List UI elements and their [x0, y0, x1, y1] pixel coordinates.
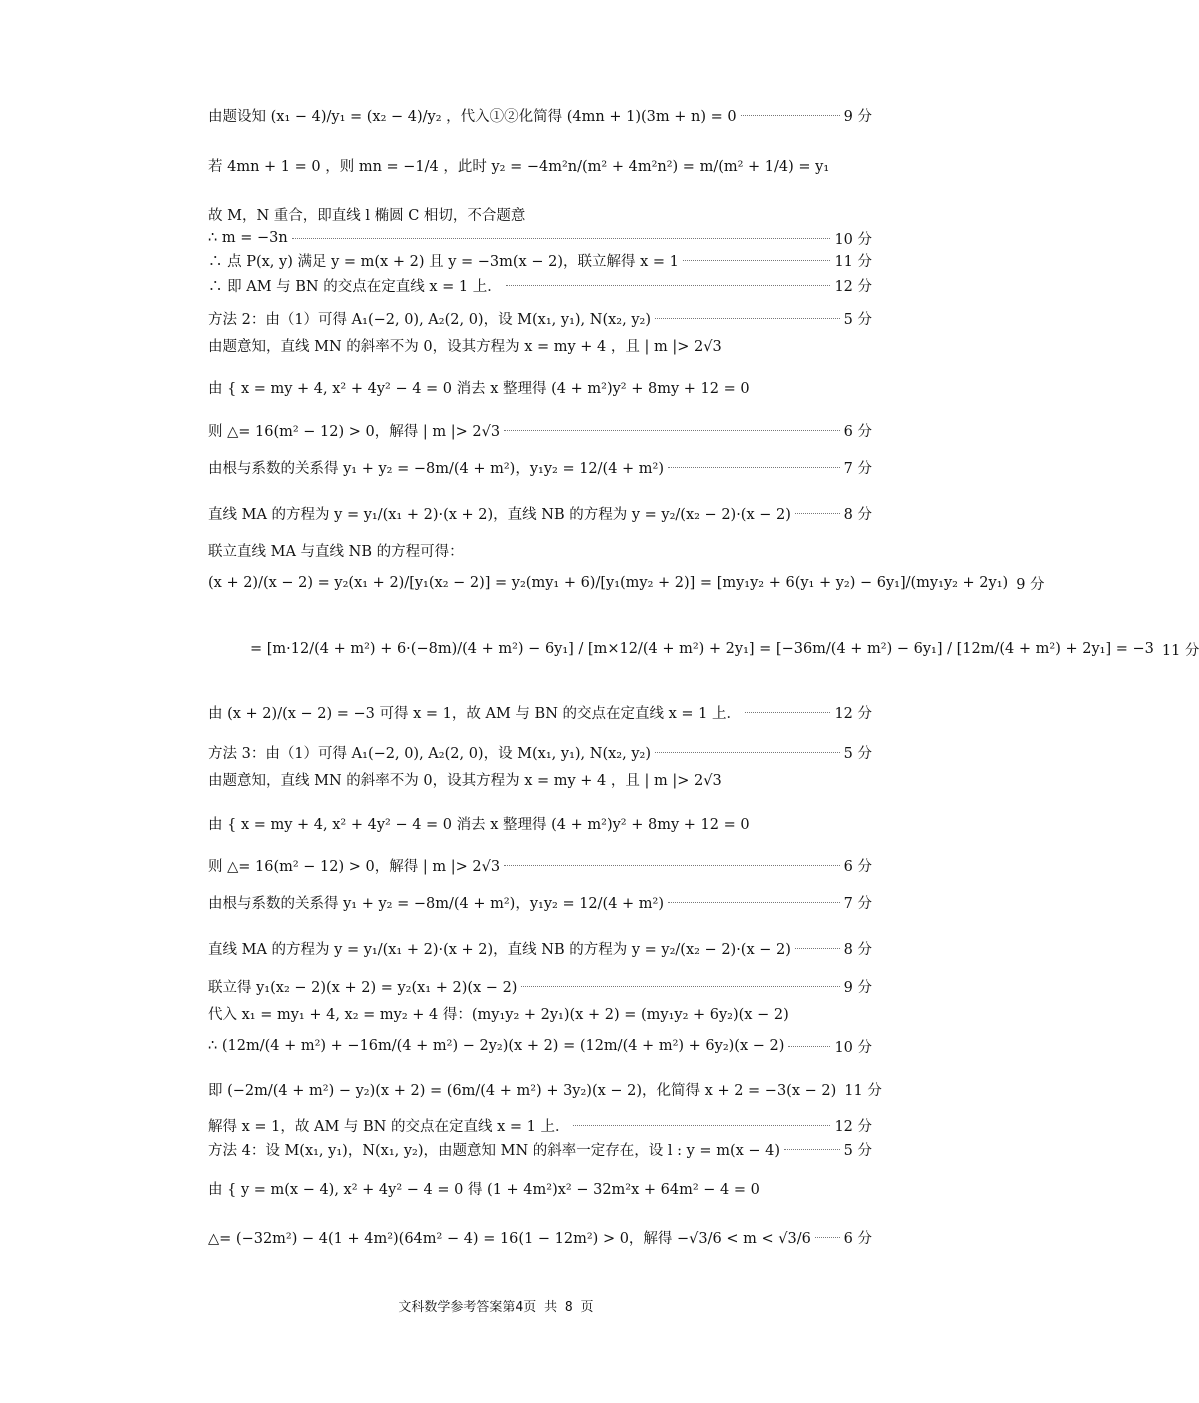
score-label: 9 分 [843, 979, 872, 996]
line-text: ∴ m = −3n [208, 230, 288, 246]
solution-line [208, 1173, 872, 1203]
line-text: 由根与系数的关系得 y₁ + y₂ = −8m/(4 + m²)，y₁y₂ = 12/(4 + m²) [208, 460, 665, 477]
solution-line [208, 415, 872, 445]
line-text: 则 △= 16(m² − 12) > 0，解得 | m |> 2√3 [208, 423, 501, 440]
solution-line [208, 498, 872, 528]
leader-dots [741, 114, 840, 116]
solution-line [208, 330, 872, 360]
leader-dots [573, 1124, 830, 1126]
leader-dots [668, 901, 840, 903]
leader-dots [745, 711, 830, 713]
leader-dots [655, 317, 840, 319]
line-text: 由题意知，直线 MN 的斜率不为 0，设其方程为 x = my + 4 ，且 | m |> 2√3 [208, 338, 722, 355]
solution-line [208, 998, 872, 1028]
solution-line [208, 1074, 882, 1104]
line-text: 方法 4：设 M(x₁, y₁)，N(x₁, y₂)，由题意知 MN 的斜率一定存在，设 l : y = m(x − 4) [208, 1142, 781, 1159]
solution-line [208, 764, 872, 794]
line-text: 由题设知 (x₁ − 4)/y₁ = (x₂ − 4)/y₂ ，代入①②化简得 (4mn + 1)(3m + n) = 0 [208, 108, 737, 125]
score-label: 11 分 [834, 253, 872, 270]
score-label: 8 分 [843, 506, 872, 523]
leader-dots [504, 864, 840, 866]
leader-dots [815, 1236, 840, 1238]
score-label: 12 分 [834, 1118, 872, 1135]
solution-line [208, 568, 1045, 598]
leader-dots [504, 429, 840, 431]
line-text: 若 4mn + 1 = 0 ，则 mn = −1/4 ，此时 y₂ = −4m²n/(m² + 4m²n²) = m/(m² + 1/4) = y₁ [208, 158, 830, 175]
solution-line [208, 808, 872, 838]
score-label: 7 分 [843, 460, 872, 477]
solution-line [208, 150, 872, 180]
solution-line [208, 452, 872, 482]
line-text: 方法 3：由（1）可得 A₁(−2, 0), A₂(2, 0)，设 M(x₁, y₁), N(x₂, y₂) [208, 745, 651, 762]
line-text: △= (−32m²) − 4(1 + 4m²)(64m² − 4) = 16(1 − 12m²) > 0，解得 −√3/6 < m < √3/6 [208, 1230, 811, 1247]
line-text: ∴ (12m/(4 + m²) + −16m/(4 + m²) − 2y₂)(x + 2) = (12m/(4 + m²) + 6y₂)(x − 2) [208, 1038, 785, 1054]
leader-dots [521, 985, 839, 987]
line-text: ∴ 即 AM 与 BN 的交点在定直线 x = 1 上． [208, 278, 502, 295]
line-text: ∴ 点 P(x, y) 满足 y = m(x + 2) 且 y = −3m(x − 2)，联立解得 x = 1 [208, 253, 679, 270]
score-label: 5 分 [843, 745, 872, 762]
score-label: 10 分 [834, 1039, 872, 1056]
line-text: 代入 x₁ = my₁ + 4, x₂ = my₂ + 4 得：(my₁y₂ + 2y₁)(x + 2) = (my₁y₂ + 6y₂)(x − 2) [208, 1006, 789, 1023]
solution-line [208, 270, 872, 300]
score-label: 6 分 [843, 1230, 872, 1247]
solution-line [208, 850, 872, 880]
score-label: 8 分 [843, 941, 872, 958]
line-text: 由 { x = my + 4, x² + 4y² − 4 = 0 消去 x 整理得 (4 + m²)y² + 8my + 12 = 0 [208, 380, 750, 397]
score-label: 9 分 [1016, 576, 1045, 593]
solution-line [208, 933, 872, 963]
page-footer: 文科数学参考答案第4页 共 8 页 [398, 1300, 594, 1315]
line-text: 方法 2：由（1）可得 A₁(−2, 0), A₂(2, 0)，设 M(x₁, y₁), N(x₂, y₂) [208, 311, 651, 328]
leader-dots [788, 1045, 830, 1047]
score-label: 12 分 [834, 705, 872, 722]
leader-dots [292, 237, 831, 239]
solution-line [208, 100, 872, 130]
solution-line [208, 971, 872, 1001]
line-text: 直线 MA 的方程为 y = y₁/(x₁ + 2)·(x + 2)，直线 NB 的方程为 y = y₂/(x₂ − 2)·(x − 2) [208, 941, 791, 958]
line-text: = [m·12/(4 + m²) + 6·(−8m)/(4 + m²) − 6y₁] / [m×12/(4 + m²) + 2y₁] = [−36m/(4 + m²) − 6y₁] / [12m/(4 + m²) + 2y₁] = −3 [250, 641, 1154, 657]
solution-line [208, 887, 872, 917]
line-text: 即 (−2m/(4 + m²) − y₂)(x + 2) = (6m/(4 + m²) + 3y₂)(x − 2)，化简得 x + 2 = −3(x − 2) [208, 1082, 837, 1099]
score-label: 11 分 [1161, 642, 1199, 659]
solution-line [208, 372, 872, 402]
solution-line [208, 535, 872, 565]
score-label: 5 分 [843, 1142, 872, 1159]
leader-dots [668, 466, 840, 468]
leader-dots [784, 1148, 840, 1150]
line-text: 由题意知，直线 MN 的斜率不为 0，设其方程为 x = my + 4 ，且 | m |> 2√3 [208, 772, 722, 789]
score-label: 6 分 [843, 858, 872, 875]
solution-line [208, 1222, 872, 1252]
solution-line [208, 303, 872, 333]
leader-dots [506, 284, 831, 286]
score-label: 12 分 [834, 278, 872, 295]
leader-dots [795, 947, 840, 949]
score-label: 7 分 [843, 895, 872, 912]
leader-dots [683, 259, 831, 261]
leader-dots [795, 512, 840, 514]
line-text: 故 M，N 重合，即直线 l 椭圆 C 相切，不合题意 [208, 207, 526, 224]
solution-line [250, 634, 1199, 664]
line-text: 由根与系数的关系得 y₁ + y₂ = −8m/(4 + m²)，y₁y₂ = 12/(4 + m²) [208, 895, 665, 912]
score-label: 10 分 [834, 231, 872, 248]
line-text: 解得 x = 1，故 AM 与 BN 的交点在定直线 x = 1 上． [208, 1118, 570, 1135]
solution-line [208, 1031, 872, 1061]
line-text: 则 △= 16(m² − 12) > 0，解得 | m |> 2√3 [208, 858, 501, 875]
line-text: 由 { y = m(x − 4), x² + 4y² − 4 = 0 得 (1 + 4m²)x² − 32m²x + 64m² − 4 = 0 [208, 1181, 760, 1198]
solution-line [208, 737, 872, 767]
score-label: 11 分 [844, 1082, 882, 1099]
line-text: 由 (x + 2)/(x − 2) = −3 可得 x = 1，故 AM 与 BN 的交点在定直线 x = 1 上． [208, 705, 741, 722]
line-text: 直线 MA 的方程为 y = y₁/(x₁ + 2)·(x + 2)，直线 NB 的方程为 y = y₂/(x₂ − 2)·(x − 2) [208, 506, 791, 523]
solution-line [208, 1134, 872, 1164]
line-text: 由 { x = my + 4, x² + 4y² − 4 = 0 消去 x 整理得 (4 + m²)y² + 8my + 12 = 0 [208, 816, 750, 833]
solution-line [208, 697, 872, 727]
leader-dots [655, 751, 840, 753]
score-label: 5 分 [843, 311, 872, 328]
line-text: (x + 2)/(x − 2) = y₂(x₁ + 2)/[y₁(x₂ − 2)] = y₂(my₁ + 6)/[y₁(my₂ + 2)] = [my₁y₂ + 6(y₁ + y₂) − 6y₁]/(my₁y₂ + 2y₁) [208, 575, 1009, 591]
line-text: 联立直线 MA 与直线 NB 的方程可得： [208, 543, 464, 560]
score-label: 6 分 [843, 423, 872, 440]
line-text: 联立得 y₁(x₂ − 2)(x + 2) = y₂(x₁ + 2)(x − 2) [208, 979, 518, 996]
score-label: 9 分 [843, 108, 872, 125]
